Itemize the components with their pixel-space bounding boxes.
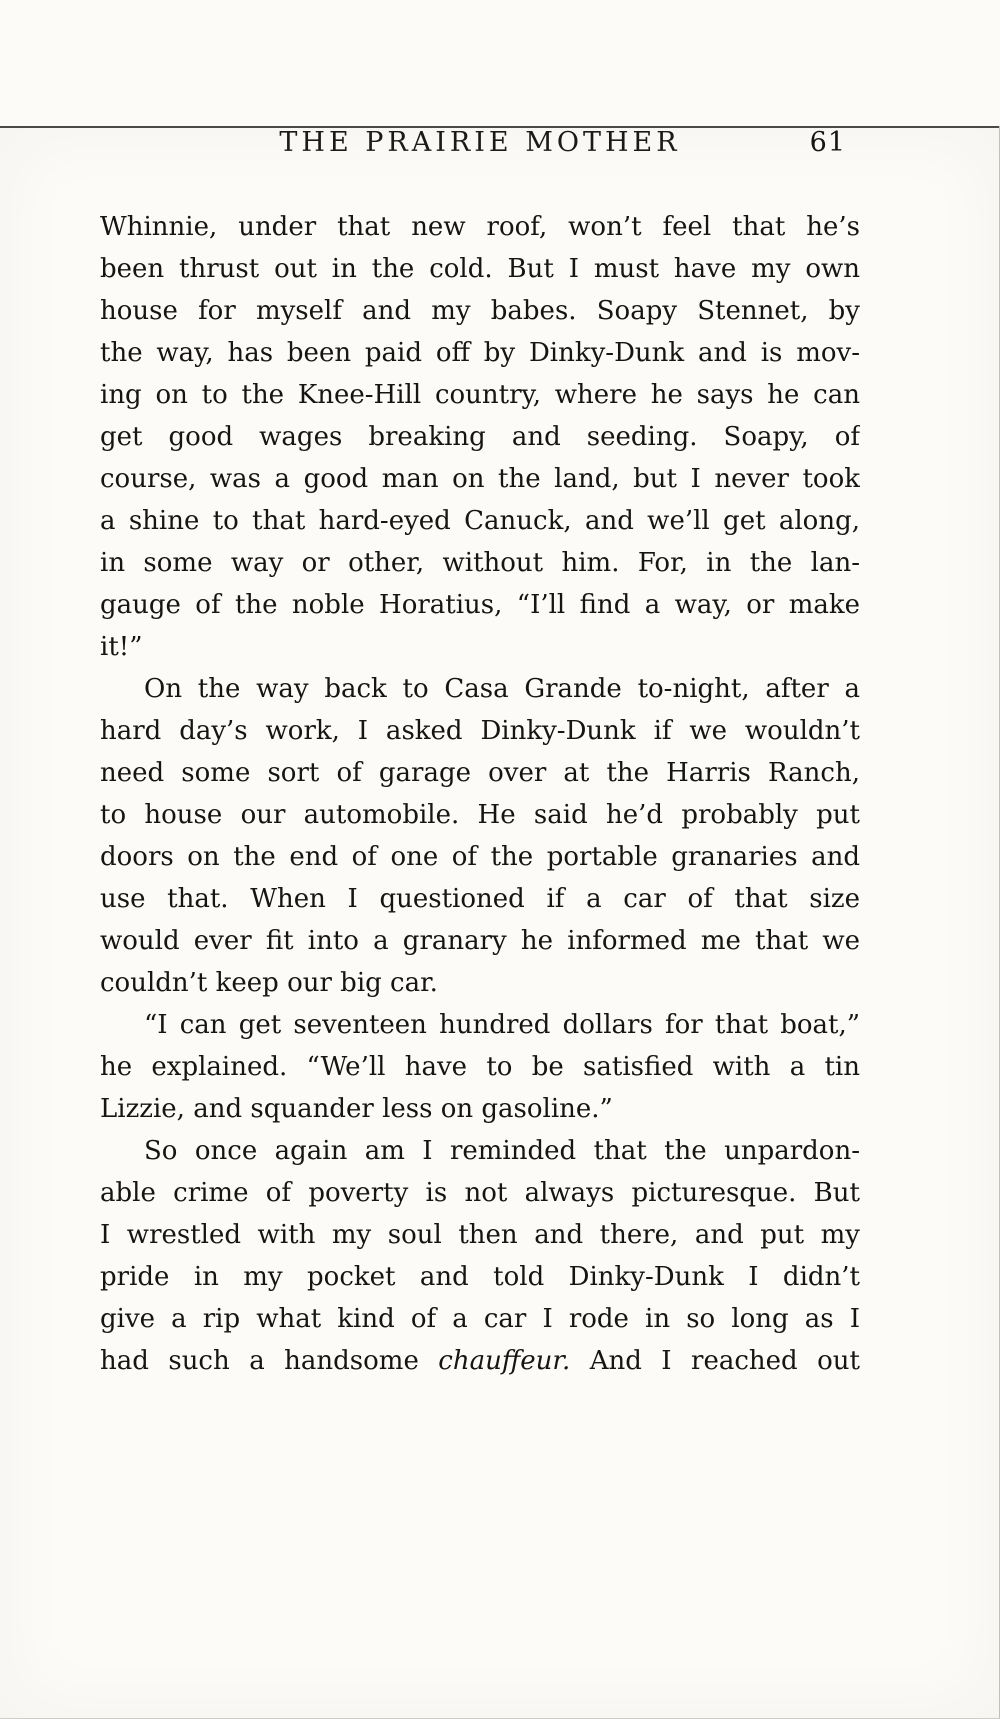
text-line: doors on the end of one of the portable granaries and (100, 842, 860, 872)
text-line: Lizzie, and squander less on gasoline.” (100, 1094, 613, 1124)
text-line: the way, has been paid off by Dinky-Dunk and is mov- (100, 338, 860, 368)
running-title: THE PRAIRIE MOTHER (279, 127, 681, 158)
text-line: he explained. “We’ll have to be satisfied with a tin (100, 1052, 860, 1082)
scanned-book-page (0, 126, 1000, 1719)
text-line: On the way back to Casa Grande to-night, after a (144, 674, 860, 704)
text-line: a shine to that hard-eyed Canuck, and we’ll get along, (100, 506, 860, 536)
text-line: need some sort of garage over at the Harris Ranch, (100, 758, 860, 788)
paragraph (100, 1130, 860, 1382)
text-line: to house our automobile. He said he’d probably put (100, 800, 860, 830)
text-line: ing on to the Knee-Hill country, where he says he can (100, 380, 860, 410)
text-line: been thrust out in the cold. But I must have my own (100, 254, 860, 284)
text-line: So once again am I reminded that the unpardon- (144, 1136, 860, 1166)
page-number: 61 (809, 127, 846, 158)
text-line: couldn’t keep our big car. (100, 968, 438, 998)
paragraph (100, 1004, 860, 1130)
text-line: Whinnie, under that new roof, won’t feel that he’s (100, 212, 860, 242)
text-line: pride in my pocket and told Dinky-Dunk I didn’t (100, 1262, 860, 1292)
italic-word: chauffeur. (438, 1346, 571, 1376)
text-line: gauge of the noble Horatius, “I’ll find a way, or make (100, 590, 860, 620)
page-header (100, 126, 860, 160)
paragraph (100, 206, 860, 668)
text-line: give a rip what kind of a car I rode in so long as I (100, 1304, 860, 1334)
text-line: “I can get seventeen hundred dollars for that boat,” (144, 1010, 860, 1040)
text-line: in some way or other, without him. For, in the lan- (100, 548, 860, 578)
text-line: would ever fit into a granary he informed me that we (100, 926, 860, 956)
text-run: had such a handsome (100, 1346, 439, 1376)
text-line: hard day’s work, I asked Dinky-Dunk if we wouldn’t (100, 716, 860, 746)
text-line: house for myself and my babes. Soapy Stennet, by (100, 296, 860, 326)
paragraph (100, 668, 860, 1004)
text-line: use that. When I questioned if a car of that size (100, 884, 860, 914)
text-line: I wrestled with my soul then and there, and put my (100, 1220, 860, 1250)
text-line-with-italic (100, 1340, 860, 1382)
text-line: get good wages breaking and seeding. Soapy, of (100, 422, 860, 452)
body-text (100, 206, 860, 1382)
text-line: able crime of poverty is not always picturesque. But (100, 1178, 860, 1208)
text-line: it!” (100, 632, 143, 662)
text-line: course, was a good man on the land, but I never took (100, 464, 860, 494)
text-run: And I reached out (570, 1346, 860, 1376)
